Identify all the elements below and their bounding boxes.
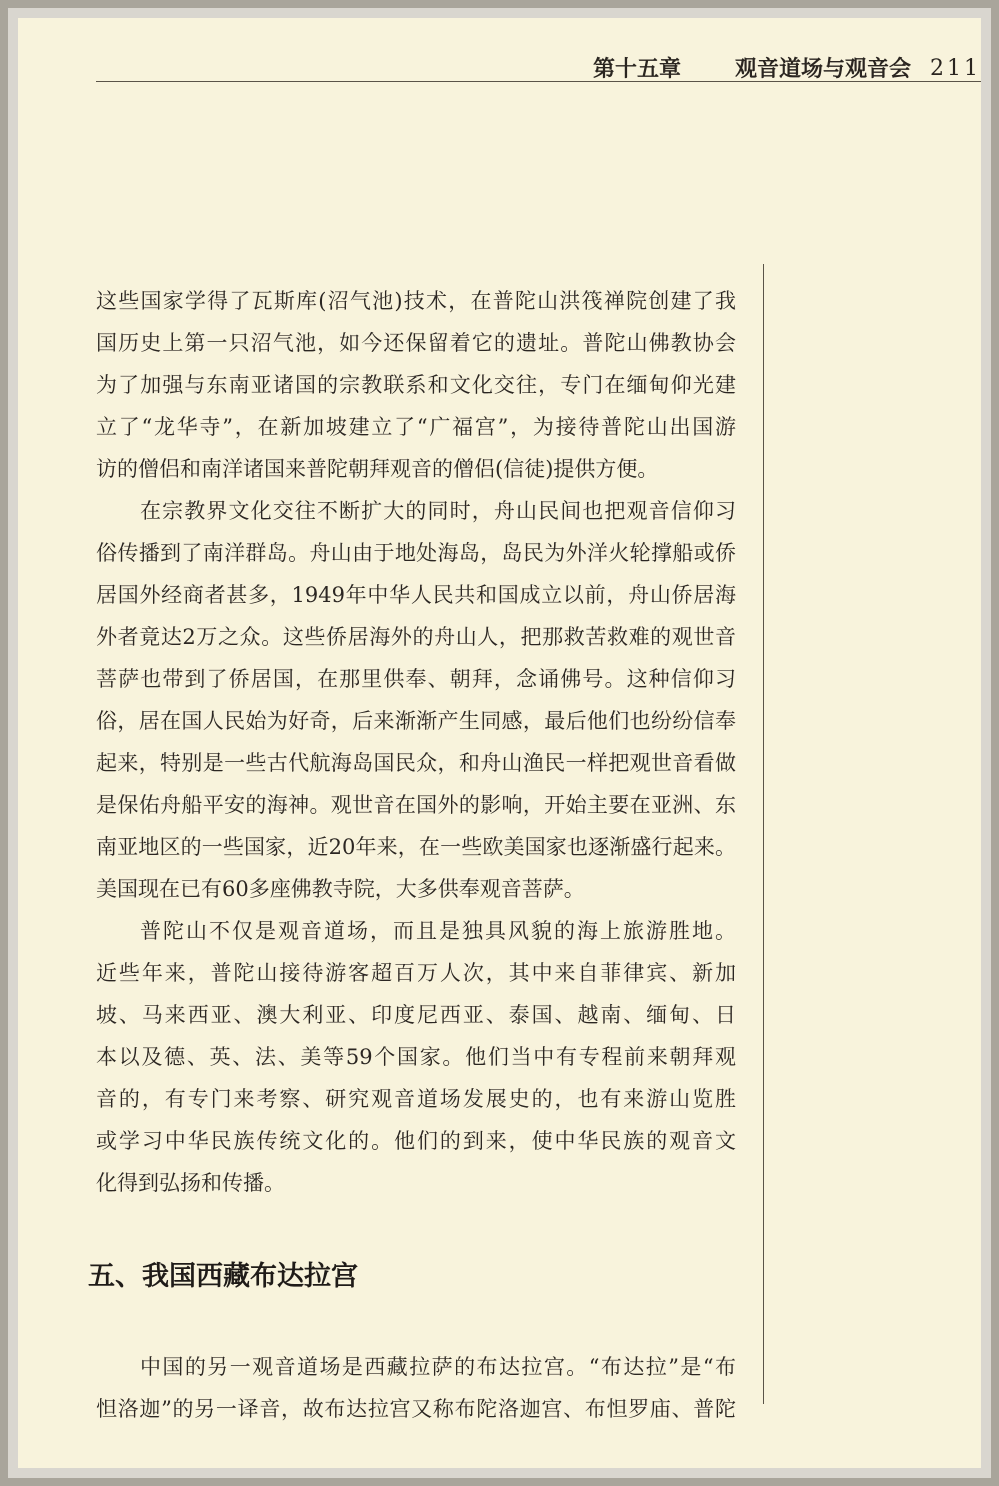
text-line: 坡、马来西亚、澳大利亚、印度尼西亚、泰国、越南、缅甸、日 [96,1003,736,1027]
text-line: 俗传播到了南洋群岛。舟山由于地处海岛，岛民为外洋火轮撑船或侨 [96,541,736,565]
text-line: 在宗教界文化交往不断扩大的同时，舟山民间也把观音信仰习 [140,499,736,523]
text-line: 普陀山不仅是观音道场，而且是独具风貌的海上旅游胜地。 [140,919,736,943]
body-text-section [96,1346,736,1430]
book-page [18,18,981,1468]
text-line: 本以及德、英、法、美等59个国家。他们当中有专程前来朝拜观 [96,1045,736,1069]
chapter-title: 观音道场与观音会 [734,56,911,82]
text-line: 立了“龙华寺”，在新加坡建立了“广福宫”，为接待普陀山出国游 [96,415,736,439]
chapter-label: 第十五章 [592,56,681,82]
text-line: 这些国家学得了瓦斯库(沼气池)技术，在普陀山洪筏禅院创建了我 [96,289,736,313]
text-line: 近些年来，普陀山接待游客超百万人次，其中来自菲律宾、新加 [96,961,736,985]
text-line: 为了加强与东南亚诸国的宗教联系和文化交往，专门在缅甸仰光建 [96,373,736,397]
text-line: 国历史上第一只沼气池，如今还保留着它的遗址。普陀山佛教协会 [96,331,736,355]
text-line: 怛洛迦”的另一译音，故布达拉宫又称布陀洛迦宫、布怛罗庙、普陀 [96,1397,736,1421]
text-line: 或学习中华民族传统文化的。他们的到来，使中华民族的观音文 [96,1129,736,1153]
body-text [96,280,736,1204]
text-line: 是保佑舟船平安的海神。观世音在国外的影响，开始主要在亚洲、东 [96,793,736,817]
text-line: 外者竟达2万之众。这些侨居海外的舟山人，把那救苦救难的观世音 [96,625,736,649]
text-line: 起来，特别是一些古代航海岛国民众，和舟山渔民一样把观世音看做 [96,751,736,775]
text-line: 访的僧侣和南洋诸国来普陀朝拜观音的僧侣(信徒)提供方便。 [96,457,659,481]
text-line: 俗，居在国人民始为好奇，后来渐渐产生同感，最后他们也纷纷信奉 [96,709,736,733]
text-line: 化得到弘扬和传播。 [96,1171,285,1195]
text-line: 音的，有专门来考察、研究观音道场发展史的，也有来游山览胜 [96,1087,736,1111]
section-heading: 五、我国西藏布达拉宫 [88,1261,358,1292]
header-rule [96,81,981,82]
text-line: 南亚地区的一些国家，近20年来，在一些欧美国家也逐渐盛行起来。 [96,835,736,859]
text-line: 居国外经商者甚多，1949年中华人民共和国成立以前，舟山侨居海 [96,583,736,607]
text-line: 中国的另一观音道场是西藏拉萨的布达拉宫。“布达拉”是“布 [140,1355,736,1379]
page-number: 211 [930,56,981,81]
margin-rule [763,264,764,1404]
text-line: 美国现在已有60多座佛教寺院，大多供奉观音菩萨。 [96,877,585,901]
text-line: 菩萨也带到了侨居国，在那里供奉、朝拜，念诵佛号。这种信仰习 [96,667,736,691]
